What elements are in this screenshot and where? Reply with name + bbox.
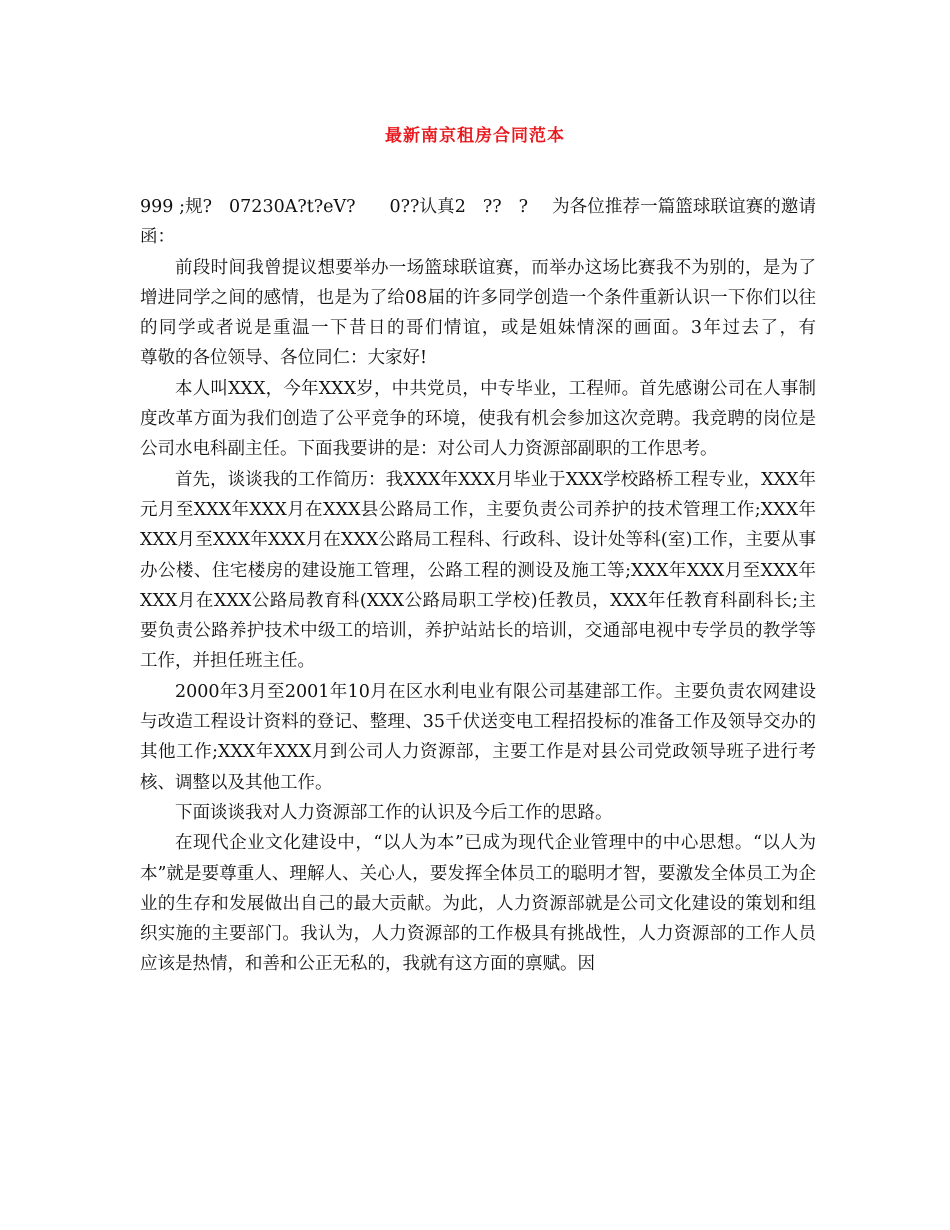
paragraph: 在现代企业文化建设中，“以人为本”已成为现代企业管理中的中心思想。“以人为本”就是要尊重人、理解人、关心人，要发挥全体员工的聪明才智，要激发全体员工为企业的生存和发展做出自己的最大贡献。为此，人力资源部就是公司文化建设的策划和组织实施的主要部门。我认为，人力资源部的工作极具有挑战性，人力资源部的工作人员应该是热情，和善和公正无私的，我就有这方面的禀赋。因 bbox=[140, 833, 816, 975]
paragraph: 2000年3月至2001年10月在区水利电业有限公司基建部工作。主要负责农网建设与改造工程设计资料的登记、整理、35千伏送变电工程招投标的准备工作及领导交办的其他工作;XXX年XXX月到公司人力资源部，主要工作是对县公司党政领导班子进行考核、调整以及其他工作。 bbox=[140, 681, 816, 793]
paragraph: 本人叫XXX，今年XXX岁，中共党员，中专毕业，工程师。首先感谢公司在人事制度改革方面为我们创造了公平竞争的环境，使我有机会参加这次竞聘。我竞聘的岗位是公司水电科副主任。下面我要讲的是：对公司人力资源部副职的工作思考。 bbox=[140, 378, 816, 460]
paragraph: 下面谈谈我对人力资源部工作的认识及今后工作的思路。 bbox=[175, 802, 613, 823]
garbled-text: 999 ;规? 07230A?t?eV? 0??认真2 ?? ? bbox=[140, 197, 528, 217]
paragraph: 前段时间我曾提议想要举办一场篮球联谊赛，而举办这场比赛我不为别的，是为了增进同学之间的感情，也是为了给08届的许多同学创造一个条件重新认识一下你们以往的同学或者说是重温一下昔日的哥们情谊，或是姐妹情深的画面。3年过去了，有 尊敬的各位领导、各位同仁：大家好! bbox=[140, 257, 851, 369]
paragraph: 首先，谈谈我的工作简历：我XXX年XXX月毕业于XXX学校路桥工程专业，XXX年元月至XXX年XXX月在XXX县公路局工作，主要负责公司养护的技术管理工作;XXX年XXX月至XXX年XXX月在XXX公路局工程科、行政科、设计处等科(室)工作，主要从事办公楼、住宅楼房的建设施工管理，公路工程的测设及施工等;XXX年XXX月至XXX年XXX月在XXX公路局教育科(XXX公路局职工学校)任教员，XXX年任教育科副科长;主要负责公路养护技术中级工的培训，养护站站长的培训，交通部电视中专学员的教学等工作，并担任班主任。 bbox=[140, 469, 816, 672]
intro-paragraph bbox=[140, 192, 816, 253]
document-title: 最新南京租房合同范本 bbox=[385, 126, 565, 146]
document-body bbox=[140, 192, 851, 980]
intro-text: 为各位推荐一篇篮球联谊赛的邀请函： bbox=[140, 197, 817, 248]
